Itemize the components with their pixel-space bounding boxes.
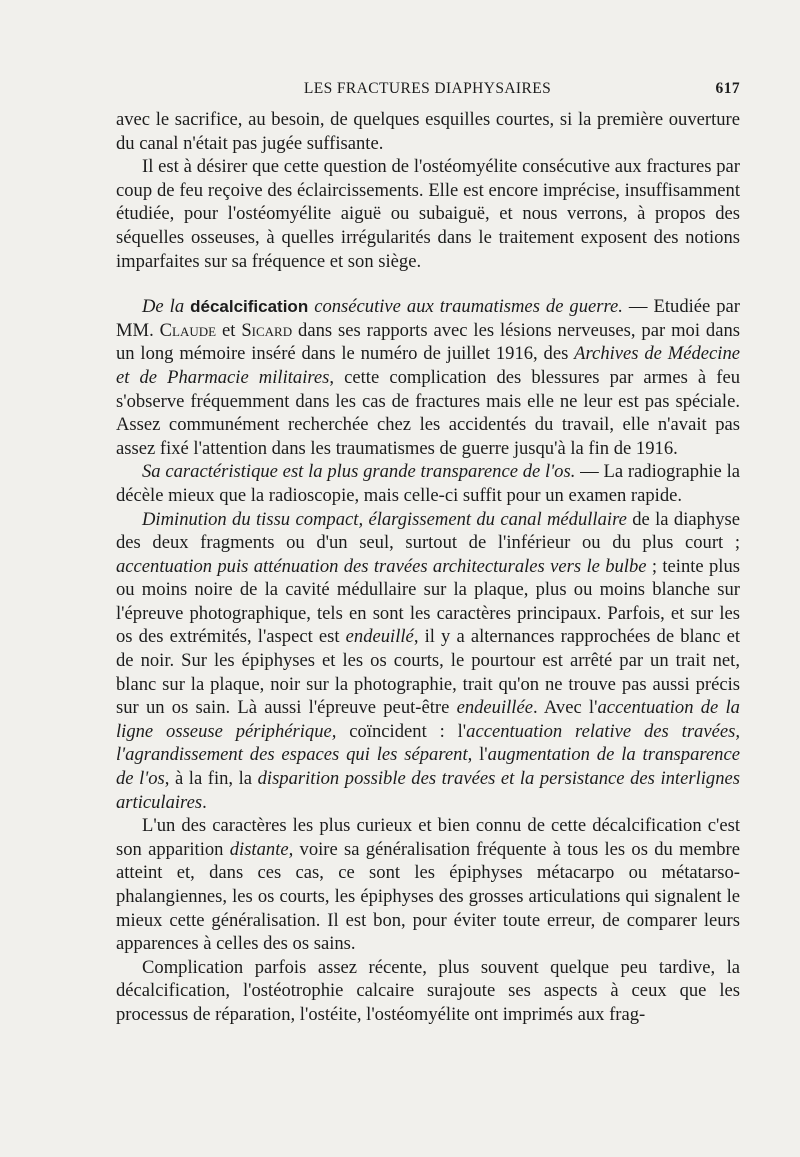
text-run: , il y a alternances rapprochées de blanc et de noir. Sur les épiphyses et les os courts, le pourtour est arrêté par un trait net, blanc sur la plaque, noir sur la photographie, trait qu'on ne trouve pas aussi précis sur un os sain. Là aussi l'épreuve peut-être [116, 626, 740, 719]
italic-text: endeuillé [345, 626, 414, 648]
author-claude: Claude [159, 319, 217, 341]
text-run: ; teinte plus ou moins noire de la cavité médullaire sur la plaque, plus ou moins blanche sur l'épreuve photographique, tels en sont les caractères principaux. Parfois, et sur les os des extrémités, l'aspect est [116, 555, 740, 648]
italic-text: augmentation de la transparence de l'os [116, 744, 740, 790]
text-run: , l' [467, 744, 488, 766]
paragraph-transparence [116, 460, 740, 507]
text-run: , cette complication des blessures par armes à feu s'observe fréquemment dans les cas de fractures mais elle ne leur est pas spéciale. Assez communément recherchée chez les accidentés du travail, elle n'avait pas assez fixé l'attention dans les traumatismes de guerre jusqu'à la fin de 1916. [116, 366, 740, 459]
text-run: . [202, 791, 207, 813]
italic-text: endeuillée [456, 697, 533, 719]
journal-title: Archives de Médecine et de Pharmacie militaires [116, 343, 740, 388]
text-run: — Etudiée par MM. [116, 296, 740, 341]
text-run: dans ses rapports avec les lésions nerveuses, par moi dans un long mémoire inséré dans le numéro de juillet 1916, des [116, 319, 740, 365]
paragraph-diminution [116, 508, 740, 815]
italic-text: distante, [229, 838, 294, 860]
running-title: LES FRACTURES DIAPHYSAIRES [303, 80, 552, 97]
italic-text: De la [142, 296, 185, 318]
paragraph-decalcification [116, 295, 740, 460]
paragraph-complication: Complication parfois assez récente, plus souvent quelque peu tardive, la décalcification, l'ostéotrophie calcaire surajoute ses aspects à ceux que les processus de réparation, l'ostéite, l'ostéomyélite ont imprimés aux frag- [116, 956, 740, 1025]
author-sicard: Sicard [241, 319, 293, 341]
text-run: L'un des caractères les plus curieux et bien connu de cette décalcification c'est son apparition [116, 815, 740, 860]
bold-keyword: décalcification [190, 297, 309, 317]
italic-text: accentuation puis atténuation des travées architecturales vers le bulbe [116, 555, 647, 577]
italic-text: disparition possible des travées et la persistance des interlignes articulaires [116, 768, 740, 813]
page-number: 617 [715, 80, 740, 97]
italic-text: accentuation relative des travées, l'agrandissement des espaces qui les séparent [116, 720, 740, 766]
text-run: de la diaphyse des deux fragments ou d'un seul, surtout de l'inférieur ou du plus court ; [116, 508, 740, 554]
text-run: et [216, 319, 242, 341]
paragraph-2: Il est à désirer que cette question de l'ostéomyélite consécutive aux fractures par coup de feu reçoive des éclaircissements. Elle est encore imprécise, insuffisamment étudiée, pour l'ostéomyélite aiguë ou subaiguë, et nous verrons, à propos des séquelles osseuses, à quelles irrégularités dans le traitement exposent des notions imparfaites sur sa fréquence et son siège. [116, 156, 740, 272]
italic-text: consécutive aux traumatismes de guerre. [314, 296, 623, 318]
text-run: . Avec l' [532, 697, 598, 719]
paragraph-apparition [116, 814, 740, 956]
italic-text: Sa caractéristique est la plus grande transparence de l'os. [142, 461, 576, 483]
text-run: voire sa généralisation fréquente à tous les os du membre atteint et, dans ces cas, ce sont les épiphyses métacarpo ou métatarso-phalangiennes, les os courts, les épiphyses des grosses articulations qui signalent le mieux cette généralisation. Il est bon, pour éviter toute erreur, de comparer leurs apparences à celles des os sains. [116, 838, 740, 955]
italic-text: Diminution du tissu compact, élargissement du canal médullaire [142, 508, 627, 530]
text-run: coïncident : l' [336, 720, 467, 742]
body-text [116, 108, 740, 1027]
paragraph-1: avec le sacrifice, au besoin, de quelques esquilles courtes, si la première ouverture du canal n'était pas jugée suffisante. [116, 109, 740, 154]
running-header [115, 80, 740, 102]
italic-text: accentuation de la ligne osseuse périphérique, [116, 697, 740, 742]
text-run: , à la fin, la [164, 768, 258, 790]
text-run: — La radiographie la décèle mieux que la radioscopie, mais celle-ci suffit pour un examen rapide. [116, 461, 740, 506]
